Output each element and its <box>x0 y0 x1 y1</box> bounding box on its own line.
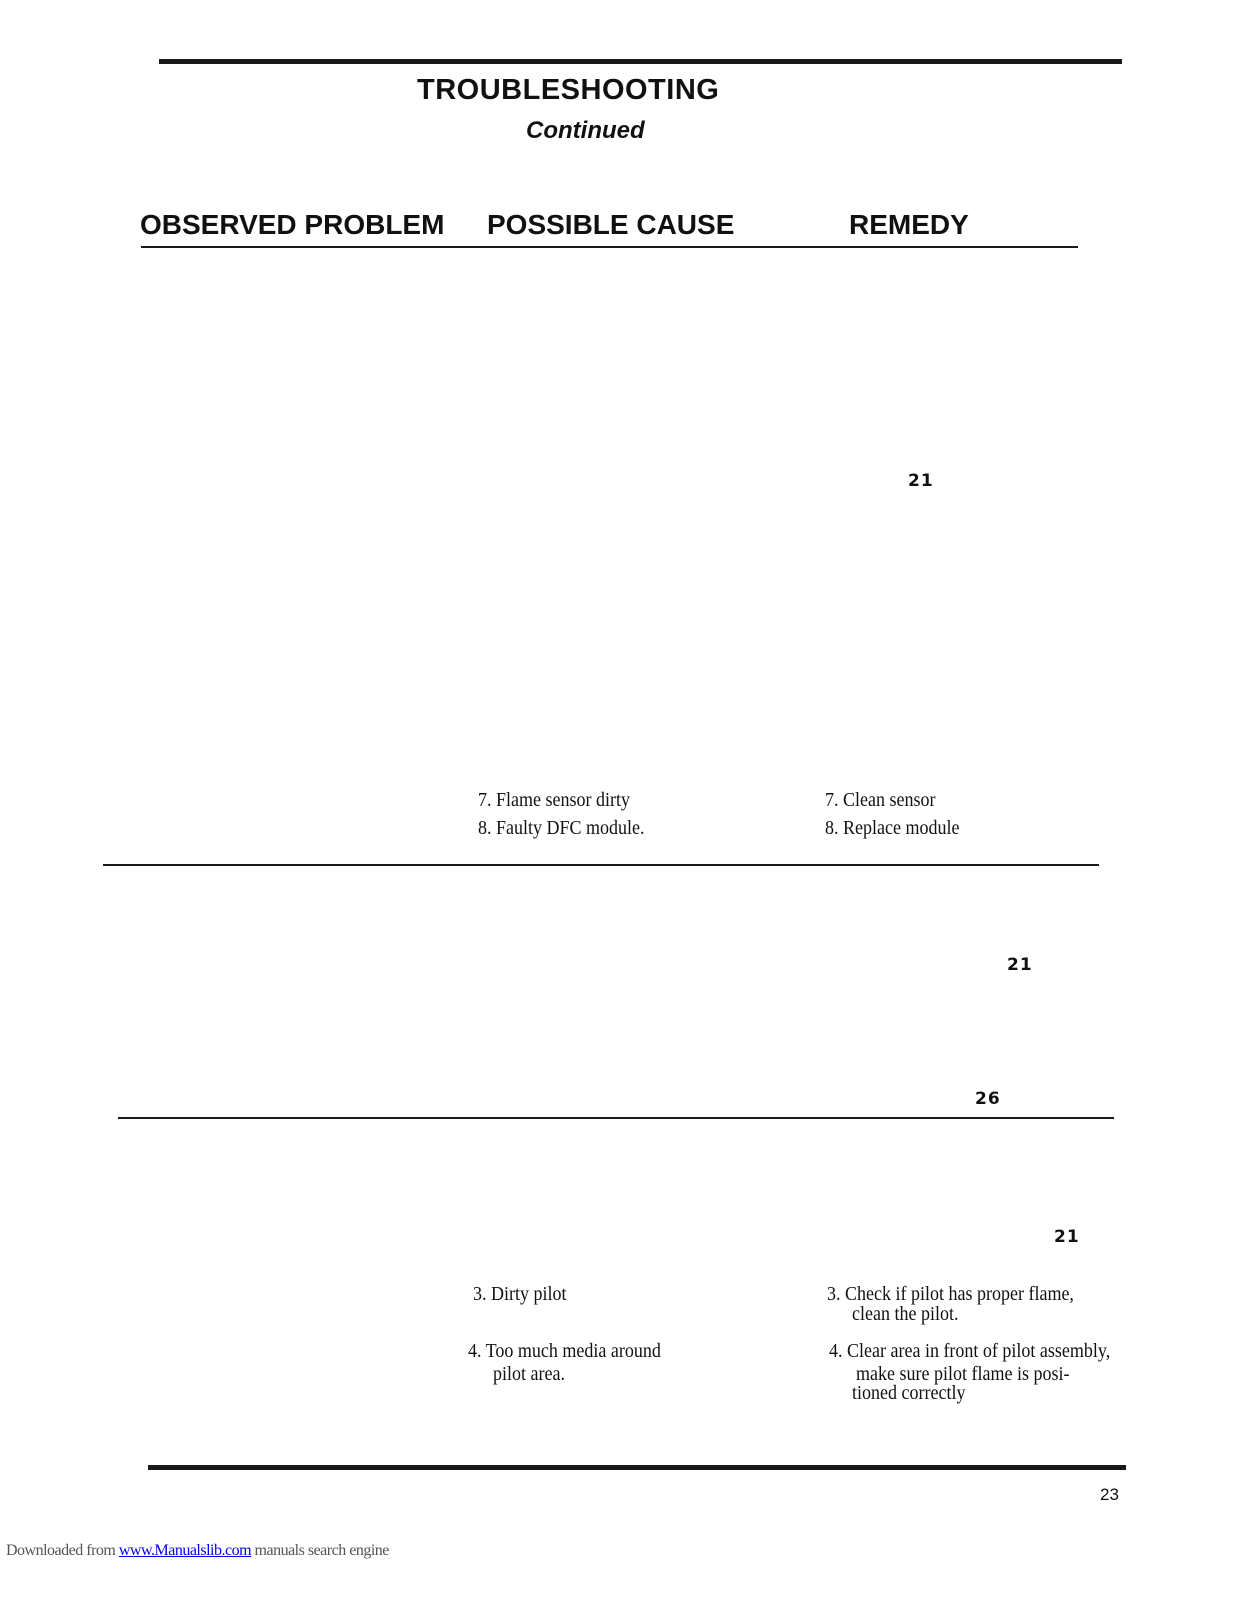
section3-remedy-4-line3: tioned correctly <box>852 1382 966 1404</box>
top-rule <box>159 59 1122 64</box>
page-number: 23 <box>1100 1485 1119 1504</box>
column-header-problem: OBSERVED PROBLEM <box>140 209 445 240</box>
section2-page-ref-a: 21 <box>1007 955 1033 975</box>
section1-page-ref: 21 <box>908 471 934 491</box>
footer-suffix: manuals search engine <box>251 1542 389 1559</box>
section3-remedy-3-line2: clean the pilot. <box>852 1303 959 1325</box>
bottom-rule <box>148 1465 1126 1470</box>
section1-cause-7: 7. Flame sensor dirty <box>478 789 630 811</box>
section1-remedy-8: 8. Replace module <box>825 817 960 839</box>
section1-cause-8: 8. Faulty DFC module. <box>478 817 645 839</box>
download-footer <box>6 1542 389 1560</box>
section3-cause-4-line1: 4. Too much media around <box>468 1340 661 1362</box>
section3-remedy-4-line2: make sure pilot flame is posi- <box>856 1363 1070 1385</box>
section2-divider <box>118 1117 1114 1119</box>
section3-remedy-4-line1: 4. Clear area in front of pilot assembly, <box>829 1340 1111 1362</box>
page-subtitle: Continued <box>526 117 645 144</box>
section3-remedy-3-line1: 3. Check if pilot has proper flame, <box>827 1283 1074 1305</box>
column-header-cause: POSSIBLE CAUSE <box>487 209 735 240</box>
section2-page-ref-b: 26 <box>975 1089 1001 1109</box>
section3-cause-4-line2: pilot area. <box>493 1363 565 1385</box>
section3-cause-3: 3. Dirty pilot <box>473 1283 567 1305</box>
section1-remedy-7: 7. Clean sensor <box>825 789 936 811</box>
section3-page-ref: 21 <box>1054 1227 1080 1247</box>
footer-prefix: Downloaded from <box>6 1542 119 1559</box>
section1-divider <box>103 864 1099 866</box>
column-header-remedy: REMEDY <box>849 209 969 240</box>
manualslib-link[interactable]: www.Manualslib.com <box>118 1542 252 1559</box>
page-title: TROUBLESHOOTING <box>417 74 720 106</box>
header-underline <box>141 246 1078 248</box>
